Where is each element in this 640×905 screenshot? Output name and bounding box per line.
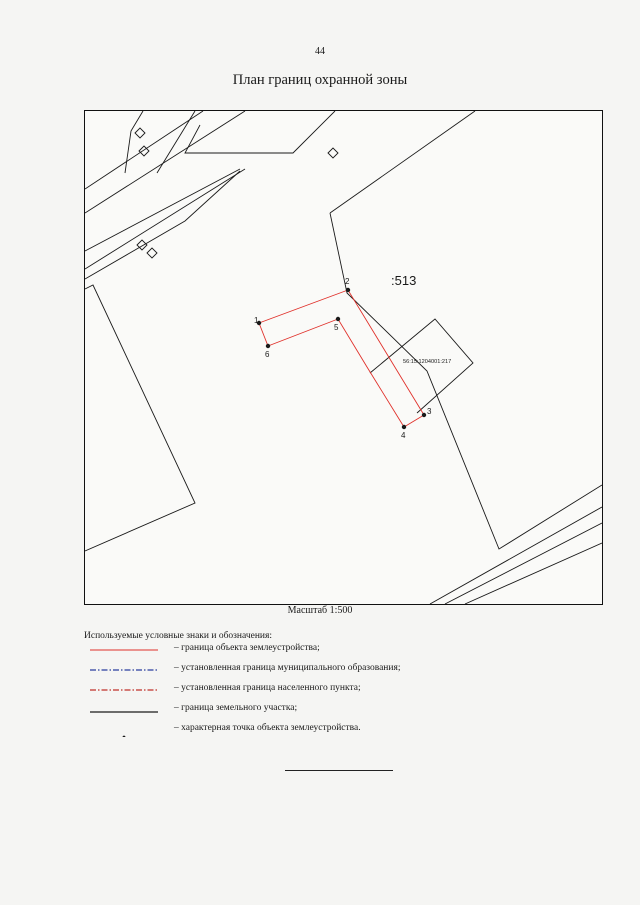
legend-title: Используемые условные знаки и обозначения: (84, 631, 273, 641)
legend-symbol-red-dashdot (90, 683, 158, 697)
point-label-5: 5 (334, 323, 339, 332)
map-scale: Масштаб 1:500 (287, 605, 353, 616)
road-line (185, 111, 335, 153)
legend-symbol-blue-dashdot (90, 663, 158, 677)
page-title: План границ охранной зоны (232, 72, 408, 88)
boundary-plan-map (85, 111, 602, 604)
parcel-513-boundary (330, 213, 602, 549)
survey-object-boundary (268, 319, 404, 427)
point-label-6: 6 (265, 350, 270, 359)
road-line (445, 523, 602, 604)
parcel-boundary (85, 285, 195, 551)
road-line (85, 169, 245, 269)
building-marker (328, 148, 338, 158)
legend-item (90, 703, 510, 717)
parcel-label: :513 (391, 273, 417, 288)
survey-object-boundary (404, 415, 424, 427)
survey-point-5 (336, 317, 340, 321)
point-label-1: 1 (254, 316, 259, 325)
survey-object-boundary (259, 323, 268, 346)
signature-line (285, 770, 393, 771)
road-line (125, 111, 143, 173)
legend-text: – установленная граница населенного пункта; (174, 683, 361, 693)
map-frame (84, 110, 603, 605)
road-line (85, 169, 240, 251)
legend-text: – установленная граница муниципального образования; (174, 663, 401, 673)
building-marker (147, 248, 157, 258)
legend-symbol-black-line (90, 703, 158, 717)
survey-point-2 (346, 288, 350, 292)
road-line (430, 507, 602, 604)
road-line (85, 171, 240, 279)
legend-symbol-point (90, 723, 158, 737)
parcel-boundary (330, 111, 475, 213)
page-number: 44 (315, 46, 325, 57)
survey-object-boundary (259, 290, 424, 415)
survey-point-4 (402, 425, 406, 429)
legend-item (90, 723, 510, 737)
road-line (85, 111, 203, 189)
building-marker (135, 128, 145, 138)
legend-item (90, 683, 510, 697)
point-label-3: 3 (427, 407, 432, 416)
legend-item (90, 663, 510, 677)
survey-point-6 (266, 344, 270, 348)
legend-symbol-red-line (90, 643, 158, 657)
point-label-2: 2 (345, 277, 350, 286)
road-line (157, 111, 195, 173)
legend-text: – характерная точка объекта землеустройства. (174, 723, 361, 733)
legend-text: – граница объекта землеустройства; (174, 643, 320, 653)
road-line (85, 111, 245, 213)
survey-point-3 (422, 413, 426, 417)
legend-text: – граница земельного участка; (174, 703, 298, 713)
legend-item (90, 643, 510, 657)
building-marker (137, 240, 147, 250)
point-label-4: 4 (401, 431, 406, 440)
block-label: 56:15:1204001:217 (403, 359, 452, 365)
road-line (465, 543, 602, 604)
